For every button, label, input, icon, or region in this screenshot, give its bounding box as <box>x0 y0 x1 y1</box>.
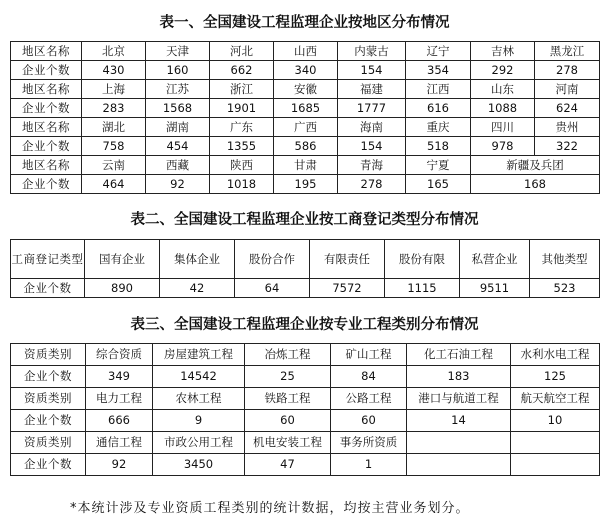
count-cell: 125 <box>511 366 600 388</box>
count-cell: 624 <box>535 99 600 118</box>
region-name: 天津 <box>146 42 210 61</box>
count-cell: 60 <box>331 410 407 432</box>
row-label: 资质类别 <box>11 344 86 366</box>
region-name: 山西 <box>274 42 338 61</box>
count-cell: 10 <box>511 410 600 432</box>
count-cell: 662 <box>210 61 274 80</box>
count-cell: 84 <box>331 366 407 388</box>
count-cell: 349 <box>86 366 153 388</box>
region-name: 青海 <box>338 156 406 175</box>
table-row <box>11 156 600 175</box>
count-cell: 518 <box>406 137 471 156</box>
count-cell: 9 <box>153 410 245 432</box>
category-name: 房屋建筑工程 <box>153 344 245 366</box>
count-cell: 64 <box>235 279 310 298</box>
count-cell: 9511 <box>460 279 530 298</box>
row-label: 企业个数 <box>11 99 82 118</box>
region-name: 河北 <box>210 42 274 61</box>
count-cell: 283 <box>82 99 146 118</box>
count-cell: 340 <box>274 61 338 80</box>
registration-type-table <box>10 239 600 298</box>
region-name: 内蒙古 <box>338 42 406 61</box>
region-name: 北京 <box>82 42 146 61</box>
count-cell: 92 <box>146 175 210 194</box>
category-name: 电力工程 <box>86 388 153 410</box>
region-name: 陕西 <box>210 156 274 175</box>
table-row <box>11 366 600 388</box>
region-name: 安徽 <box>274 80 338 99</box>
table-row <box>11 240 600 279</box>
count-cell: 1355 <box>210 137 274 156</box>
row-label: 工商登记类型 <box>11 240 85 279</box>
count-cell: 322 <box>535 137 600 156</box>
region-name: 山东 <box>471 80 535 99</box>
qualification-category-table <box>10 343 600 476</box>
category-name: 水利水电工程 <box>511 344 600 366</box>
count-cell: 1685 <box>274 99 338 118</box>
region-name: 江苏 <box>146 80 210 99</box>
count-cell: 1568 <box>146 99 210 118</box>
category-name: 矿山工程 <box>331 344 407 366</box>
type-name: 私营企业 <box>460 240 530 279</box>
table-row <box>11 99 600 118</box>
type-name: 国有企业 <box>85 240 160 279</box>
table-row <box>11 118 600 137</box>
count-cell: 292 <box>471 61 535 80</box>
count-cell: 278 <box>535 61 600 80</box>
region-name: 湖北 <box>82 118 146 137</box>
count-cell: 1115 <box>385 279 460 298</box>
count-cell: 25 <box>245 366 331 388</box>
category-name: 港口与航道工程 <box>407 388 511 410</box>
count-cell: 14542 <box>153 366 245 388</box>
type-name: 股份合作 <box>235 240 310 279</box>
row-label: 企业个数 <box>11 61 82 80</box>
count-cell: 7572 <box>310 279 385 298</box>
category-name: 航天航空工程 <box>511 388 600 410</box>
type-name: 股份有限 <box>385 240 460 279</box>
region-name: 上海 <box>82 80 146 99</box>
row-label: 地区名称 <box>11 42 82 61</box>
region-name: 西藏 <box>146 156 210 175</box>
count-cell: 354 <box>406 61 471 80</box>
count-cell: 195 <box>274 175 338 194</box>
row-label: 企业个数 <box>11 454 86 476</box>
table-row <box>11 410 600 432</box>
category-name: 事务所资质 <box>331 432 407 454</box>
region-name: 河南 <box>535 80 600 99</box>
count-cell: 666 <box>86 410 153 432</box>
category-name: 化工石油工程 <box>407 344 511 366</box>
category-name: 通信工程 <box>86 432 153 454</box>
count-cell: 165 <box>406 175 471 194</box>
row-label: 企业个数 <box>11 137 82 156</box>
region-name: 福建 <box>338 80 406 99</box>
count-cell: 168 <box>471 175 600 194</box>
count-cell: 278 <box>338 175 406 194</box>
region-name: 广西 <box>274 118 338 137</box>
type-name: 有限责任 <box>310 240 385 279</box>
region-name: 辽宁 <box>406 42 471 61</box>
count-cell: 42 <box>160 279 235 298</box>
count-cell: 60 <box>245 410 331 432</box>
table-row <box>11 454 600 476</box>
category-name: 冶炼工程 <box>245 344 331 366</box>
table-row <box>11 42 600 61</box>
row-label: 地区名称 <box>11 80 82 99</box>
table-row <box>11 80 600 99</box>
region-name: 四川 <box>471 118 535 137</box>
count-cell: 454 <box>146 137 210 156</box>
count-cell: 890 <box>85 279 160 298</box>
table-row <box>11 137 600 156</box>
table-row <box>11 344 600 366</box>
count-cell: 978 <box>471 137 535 156</box>
row-label: 企业个数 <box>11 410 86 432</box>
table3-title: 表三、全国建设工程监理企业按专业工程类别分布情况 <box>130 317 479 333</box>
count-cell: 616 <box>406 99 471 118</box>
category-name: 市政公用工程 <box>153 432 245 454</box>
region-name: 广东 <box>210 118 274 137</box>
category-name: 机电安装工程 <box>245 432 331 454</box>
region-name: 黑龙江 <box>535 42 600 61</box>
table-row <box>11 279 600 298</box>
count-cell: 3450 <box>153 454 245 476</box>
row-label: 地区名称 <box>11 156 82 175</box>
count-cell: 154 <box>338 137 406 156</box>
count-cell: 47 <box>245 454 331 476</box>
region-name: 宁夏 <box>406 156 471 175</box>
count-cell: 464 <box>82 175 146 194</box>
category-name: 铁路工程 <box>245 388 331 410</box>
count-cell: 430 <box>82 61 146 80</box>
row-label: 企业个数 <box>11 175 82 194</box>
table2-title: 表二、全国建设工程监理企业按工商登记类型分布情况 <box>130 212 479 228</box>
count-cell: 1901 <box>210 99 274 118</box>
count-cell: 586 <box>274 137 338 156</box>
empty-cell <box>407 432 511 454</box>
footnote: *本统计涉及专业资质工程类别的统计数据，均按主营业务划分。 <box>70 501 470 516</box>
count-cell: 1 <box>331 454 407 476</box>
count-cell: 183 <box>407 366 511 388</box>
region-name: 江西 <box>406 80 471 99</box>
count-cell: 160 <box>146 61 210 80</box>
row-label: 地区名称 <box>11 118 82 137</box>
region-name: 湖南 <box>146 118 210 137</box>
table-row <box>11 61 600 80</box>
region-name: 吉林 <box>471 42 535 61</box>
category-name: 综合资质 <box>86 344 153 366</box>
region-name: 重庆 <box>406 118 471 137</box>
count-cell: 1088 <box>471 99 535 118</box>
region-name: 云南 <box>82 156 146 175</box>
region-name: 新疆及兵团 <box>471 156 600 175</box>
table1-title: 表一、全国建设工程监理企业按地区分布情况 <box>159 15 450 31</box>
count-cell: 523 <box>530 279 600 298</box>
count-cell: 92 <box>86 454 153 476</box>
category-name: 公路工程 <box>331 388 407 410</box>
row-label: 企业个数 <box>11 279 85 298</box>
empty-cell <box>511 454 600 476</box>
region-distribution-table <box>10 41 600 194</box>
type-name: 集体企业 <box>160 240 235 279</box>
count-cell: 758 <box>82 137 146 156</box>
count-cell: 1018 <box>210 175 274 194</box>
count-cell: 1777 <box>338 99 406 118</box>
region-name: 浙江 <box>210 80 274 99</box>
table-row <box>11 388 600 410</box>
table-row <box>11 432 600 454</box>
row-label: 资质类别 <box>11 432 86 454</box>
row-label: 企业个数 <box>11 366 86 388</box>
count-cell: 14 <box>407 410 511 432</box>
region-name: 甘肃 <box>274 156 338 175</box>
table-row <box>11 175 600 194</box>
row-label: 资质类别 <box>11 388 86 410</box>
region-name: 贵州 <box>535 118 600 137</box>
count-cell: 154 <box>338 61 406 80</box>
type-name: 其他类型 <box>530 240 600 279</box>
empty-cell <box>407 454 511 476</box>
region-name: 海南 <box>338 118 406 137</box>
category-name: 农林工程 <box>153 388 245 410</box>
empty-cell <box>511 432 600 454</box>
